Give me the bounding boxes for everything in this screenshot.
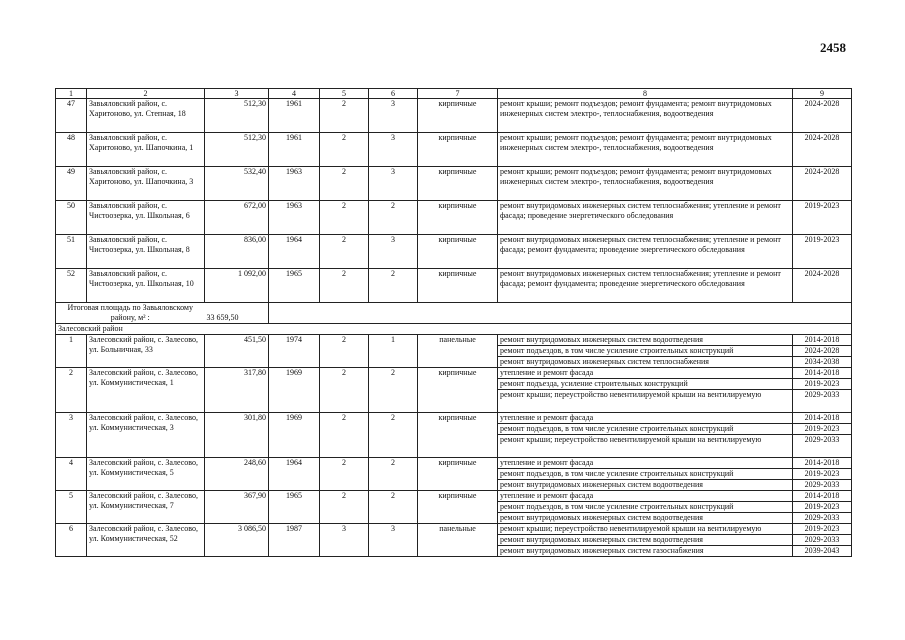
wall-material-cell: панельные <box>418 524 498 557</box>
year-cell: 1964 <box>269 235 320 269</box>
repair-works-cell: ремонт внутридомовых инженерных систем теплоснабжения; утепление и ремонт фасада; проведение энергетического обследования <box>498 201 793 235</box>
address-cell: Залесовский район, с. Залесово, ул. Коммунистическая, 3 <box>87 413 205 458</box>
column-number-header <box>56 89 852 99</box>
table-row <box>56 413 852 424</box>
entrances-cell: 2 <box>369 201 418 235</box>
entrances-cell: 3 <box>369 235 418 269</box>
district-total-row <box>56 303 852 324</box>
address-cell: Завьяловский район, с. Харитоново, ул. Степная, 18 <box>87 99 205 133</box>
wall-material-cell: кирпичные <box>418 99 498 133</box>
column-header: 9 <box>793 89 852 99</box>
section-title-row <box>56 324 852 335</box>
table-row <box>56 335 852 346</box>
repair-period-cell: 2024-2028 <box>793 99 852 133</box>
repair-works-cell: ремонт крыши; переустройство невентилируемой крыши на вентилируемую <box>498 524 793 535</box>
floors-cell: 2 <box>320 99 369 133</box>
repair-works-cell: ремонт крыши; переустройство невентилируемой крыши на вентилируемую <box>498 435 793 458</box>
repair-works-cell: ремонт внутридомовых инженерных систем теплоснабжения; утепление и ремонт фасада; ремонт фундамента; проведение энергетического обследования <box>498 235 793 269</box>
year-cell: 1974 <box>269 335 320 368</box>
repair-works-cell: утепление и ремонт фасада <box>498 491 793 502</box>
wall-material-cell: кирпичные <box>418 269 498 303</box>
column-header: 2 <box>87 89 205 99</box>
address-cell: Залесовский район, с. Залесово, ул. Коммунистическая, 1 <box>87 368 205 413</box>
repair-register-table <box>55 88 852 557</box>
address-cell: Завьяловский район, с. Чистоозерка, ул. Школьная, 6 <box>87 201 205 235</box>
row-number-cell: 52 <box>56 269 87 303</box>
repair-works-cell: ремонт внутридомовых инженерных систем теплоснабжения; утепление и ремонт фасада; ремонт фундамента; проведение энергетического обследования <box>498 269 793 303</box>
repair-period-cell: 2019-2023 <box>793 201 852 235</box>
area-cell: 1 092,00 <box>205 269 269 303</box>
address-cell: Завьяловский район, с. Харитоново, ул. Шапочкина, 1 <box>87 133 205 167</box>
repair-works-cell: ремонт внутридомовых инженерных систем водоотведения <box>498 335 793 346</box>
floors-cell: 2 <box>320 235 369 269</box>
floors-cell: 3 <box>320 524 369 557</box>
column-header: 1 <box>56 89 87 99</box>
row-number-cell: 47 <box>56 99 87 133</box>
floors-cell: 2 <box>320 167 369 201</box>
year-cell: 1987 <box>269 524 320 557</box>
row-number-cell: 48 <box>56 133 87 167</box>
address-cell: Залесовский район, с. Залесово, ул. Коммунистическая, 7 <box>87 491 205 524</box>
entrances-cell: 1 <box>369 335 418 368</box>
row-number-cell: 51 <box>56 235 87 269</box>
repair-works-cell: ремонт крыши; ремонт подъездов; ремонт фундамента; ремонт внутридомовых инженерных систем электро-, теплоснабжения, водоотведения <box>498 133 793 167</box>
floors-cell: 2 <box>320 335 369 368</box>
area-cell: 317,80 <box>205 368 269 413</box>
column-header: 4 <box>269 89 320 99</box>
year-cell: 1969 <box>269 413 320 458</box>
repair-works-cell: ремонт подъездов, в том числе усиление строительных конструкций <box>498 346 793 357</box>
wall-material-cell: панельные <box>418 335 498 368</box>
entrances-cell: 3 <box>369 524 418 557</box>
entrances-cell: 3 <box>369 99 418 133</box>
repair-works-cell: ремонт крыши; ремонт подъездов; ремонт фундамента; ремонт внутридомовых инженерных систем электро-, теплоснабжения, водоотведения <box>498 99 793 133</box>
repair-period-cell: 2034-2038 <box>793 357 852 368</box>
address-cell: Залесовский район, с. Залесово, ул. Коммунистическая, 5 <box>87 458 205 491</box>
wall-material-cell: кирпичные <box>418 491 498 524</box>
repair-period-cell: 2019-2023 <box>793 424 852 435</box>
floors-cell: 2 <box>320 133 369 167</box>
column-header: 6 <box>369 89 418 99</box>
table-row <box>56 99 852 133</box>
entrances-cell: 2 <box>369 491 418 524</box>
wall-material-cell: кирпичные <box>418 235 498 269</box>
repair-period-cell: 2019-2023 <box>793 469 852 480</box>
repair-period-cell: 2024-2028 <box>793 346 852 357</box>
wall-material-cell: кирпичные <box>418 458 498 491</box>
repair-works-cell: ремонт подъездов, в том числе усиление строительных конструкций <box>498 469 793 480</box>
floors-cell: 2 <box>320 269 369 303</box>
year-cell: 1963 <box>269 167 320 201</box>
table-row <box>56 491 852 502</box>
floors-cell: 2 <box>320 201 369 235</box>
floors-cell: 2 <box>320 458 369 491</box>
repair-works-cell: ремонт крыши; переустройство невентилируемой крыши на вентилируемую <box>498 390 793 413</box>
repair-period-cell: 2029-2033 <box>793 390 852 413</box>
address-cell: Залесовский район, с. Залесово, ул. Больничная, 33 <box>87 335 205 368</box>
repair-period-cell: 2019-2023 <box>793 502 852 513</box>
year-cell: 1969 <box>269 368 320 413</box>
repair-period-cell: 2014-2018 <box>793 368 852 379</box>
floors-cell: 2 <box>320 491 369 524</box>
address-cell: Завьяловский район, с. Чистоозерка, ул. Школьная, 10 <box>87 269 205 303</box>
row-number-cell: 3 <box>56 413 87 458</box>
repair-period-cell: 2014-2018 <box>793 458 852 469</box>
repair-period-cell: 2039-2043 <box>793 546 852 557</box>
row-number-cell: 4 <box>56 458 87 491</box>
column-header: 3 <box>205 89 269 99</box>
table-row <box>56 201 852 235</box>
year-cell: 1965 <box>269 491 320 524</box>
repair-period-cell: 2029-2033 <box>793 480 852 491</box>
row-number-cell: 50 <box>56 201 87 235</box>
repair-works-cell: ремонт внутридомовых инженерных систем газоснабжения <box>498 546 793 557</box>
district-total-value: 33 659,50 <box>205 303 269 324</box>
repair-works-cell: ремонт внутридомовых инженерных систем водоотведения <box>498 480 793 491</box>
entrances-cell: 3 <box>369 167 418 201</box>
repair-works-cell: ремонт крыши; ремонт подъездов; ремонт фундамента; ремонт внутридомовых инженерных систем электро-, теплоснабжения, водоотведения <box>498 167 793 201</box>
repair-period-cell: 2014-2018 <box>793 413 852 424</box>
year-cell: 1961 <box>269 133 320 167</box>
repair-period-cell: 2019-2023 <box>793 379 852 390</box>
table-row <box>56 269 852 303</box>
area-cell: 836,00 <box>205 235 269 269</box>
repair-period-cell: 2014-2018 <box>793 335 852 346</box>
column-header: 5 <box>320 89 369 99</box>
district-total-label: Итоговая площадь по Завьяловскому району, м² : <box>56 303 205 324</box>
repair-works-cell: ремонт подъезда, усиление строительных конструкций <box>498 379 793 390</box>
area-cell: 3 086,50 <box>205 524 269 557</box>
table-row <box>56 235 852 269</box>
repair-period-cell: 2029-2033 <box>793 513 852 524</box>
repair-works-cell: утепление и ремонт фасада <box>498 413 793 424</box>
repair-period-cell: 2029-2033 <box>793 435 852 458</box>
table-row <box>56 524 852 535</box>
year-cell: 1961 <box>269 99 320 133</box>
floors-cell: 2 <box>320 368 369 413</box>
wall-material-cell: кирпичные <box>418 133 498 167</box>
entrances-cell: 2 <box>369 368 418 413</box>
area-cell: 367,90 <box>205 491 269 524</box>
repair-works-cell: ремонт внутридомовых инженерных систем теплоснабжения <box>498 357 793 368</box>
row-number-cell: 49 <box>56 167 87 201</box>
row-number-cell: 1 <box>56 335 87 368</box>
wall-material-cell: кирпичные <box>418 368 498 413</box>
table-row <box>56 458 852 469</box>
entrances-cell: 2 <box>369 413 418 458</box>
address-cell: Завьяловский район, с. Чистоозерка, ул. Школьная, 8 <box>87 235 205 269</box>
repair-works-cell: ремонт внутридомовых инженерных систем водоотведения <box>498 535 793 546</box>
floors-cell: 2 <box>320 413 369 458</box>
year-cell: 1963 <box>269 201 320 235</box>
repair-period-cell: 2014-2018 <box>793 491 852 502</box>
row-number-cell: 6 <box>56 524 87 557</box>
address-cell: Завьяловский район, с. Харитоново, ул. Шапочкина, 3 <box>87 167 205 201</box>
entrances-cell: 2 <box>369 458 418 491</box>
empty-cell <box>269 303 852 324</box>
repair-period-cell: 2029-2033 <box>793 535 852 546</box>
column-header: 7 <box>418 89 498 99</box>
column-header: 8 <box>498 89 793 99</box>
table-row <box>56 133 852 167</box>
wall-material-cell: кирпичные <box>418 413 498 458</box>
area-cell: 532,40 <box>205 167 269 201</box>
repair-period-cell: 2024-2028 <box>793 167 852 201</box>
repair-works-cell: ремонт подъездов, в том числе усиление строительных конструкций <box>498 502 793 513</box>
page-number: 2458 <box>820 40 846 55</box>
section-title: Залесовский район <box>56 324 852 335</box>
wall-material-cell: кирпичные <box>418 167 498 201</box>
repair-works-cell: ремонт подъездов, в том числе усиление строительных конструкций <box>498 424 793 435</box>
area-cell: 512,30 <box>205 133 269 167</box>
table-row <box>56 368 852 379</box>
entrances-cell: 2 <box>369 269 418 303</box>
repair-period-cell: 2024-2028 <box>793 133 852 167</box>
area-cell: 301,80 <box>205 413 269 458</box>
area-cell: 512,30 <box>205 99 269 133</box>
repair-works-cell: ремонт внутридомовых инженерных систем водоотведения <box>498 513 793 524</box>
wall-material-cell: кирпичные <box>418 201 498 235</box>
repair-works-cell: утепление и ремонт фасада <box>498 368 793 379</box>
row-number-cell: 5 <box>56 491 87 524</box>
address-cell: Залесовский район, с. Залесово, ул. Коммунистическая, 52 <box>87 524 205 557</box>
repair-period-cell: 2019-2023 <box>793 524 852 535</box>
area-cell: 672,00 <box>205 201 269 235</box>
entrances-cell: 3 <box>369 133 418 167</box>
repair-works-cell: утепление и ремонт фасада <box>498 458 793 469</box>
repair-period-cell: 2024-2028 <box>793 269 852 303</box>
year-cell: 1965 <box>269 269 320 303</box>
table-row <box>56 167 852 201</box>
row-number-cell: 2 <box>56 368 87 413</box>
repair-period-cell: 2019-2023 <box>793 235 852 269</box>
year-cell: 1964 <box>269 458 320 491</box>
area-cell: 248,60 <box>205 458 269 491</box>
area-cell: 451,50 <box>205 335 269 368</box>
